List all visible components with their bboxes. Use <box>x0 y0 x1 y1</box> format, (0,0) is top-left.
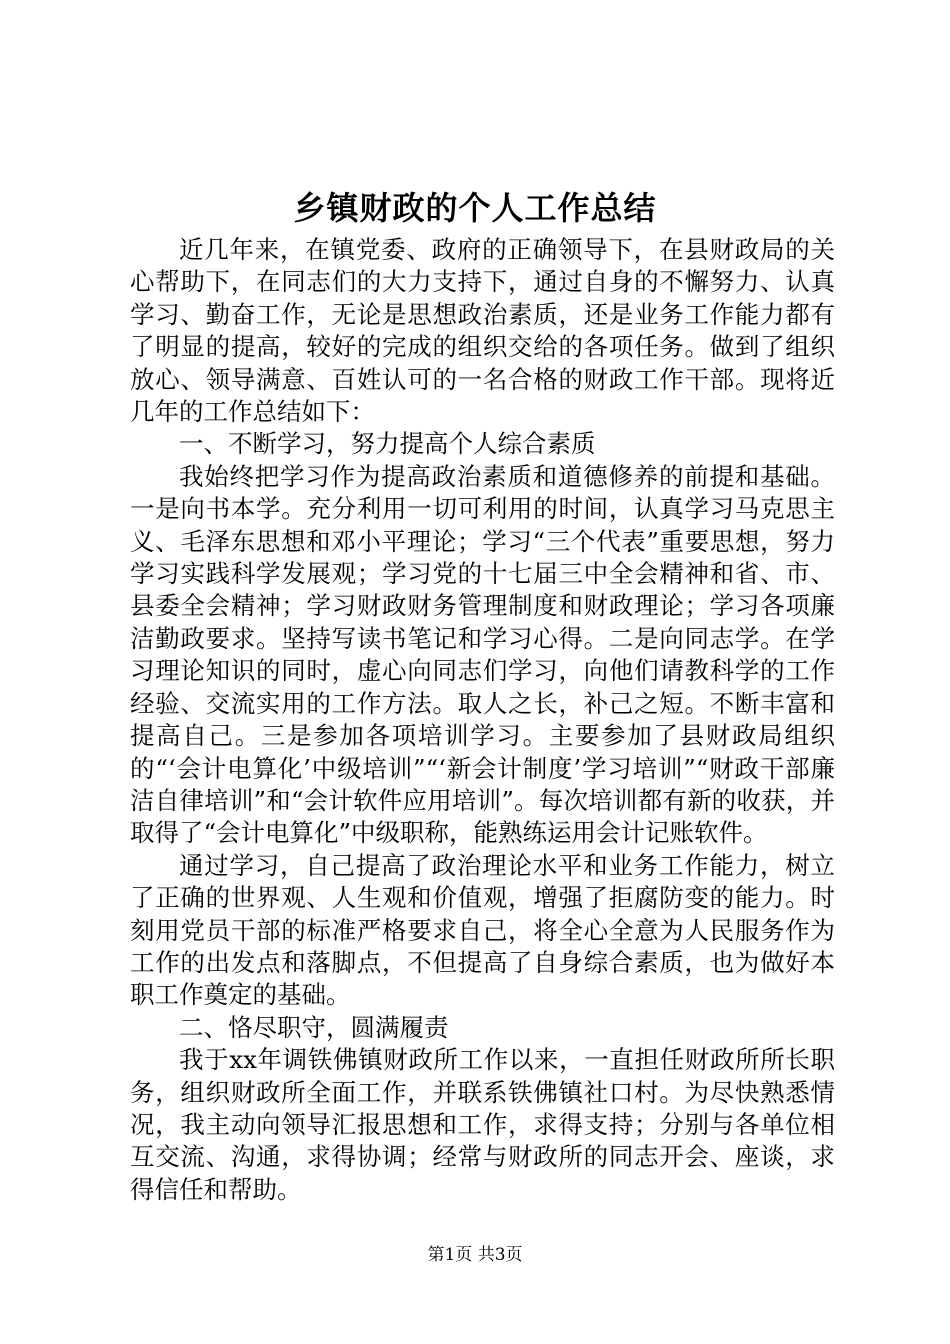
page-footer: 第1页 共3页 <box>427 1245 523 1265</box>
document-title: 乡镇财政的个人工作总结 <box>293 189 657 227</box>
section-heading-1: 一、不断学习，努力提高个人综合素质 <box>179 429 596 459</box>
paragraph-study: 我始终把学习作为提高政治素质和道德修养的前提和基础。一是向书本学。充分利用一切可利用的时间，认真学习马克思主义、毛泽东思想和邓小平理论；学习“三个代表”重要思想，努力学习实践科学发展观；学习党的十七届三中全会精神和省、市、县委全会精神；学习财政财务管理制度和财政理论；学习各项廉洁勤政要求。坚持写读书笔记和学习心得。二是向同志学。在学习理论知识的同时，虚心向同志们学习，向他们请教科学的工作经验、交流实用的工作方法。取人之长，补己之短。不断丰富和提高自己。三是参加各项培训学习。主要参加了县财政局组织的“‘会计电算化’中级培训”“‘新会计制度’学习培训”“财政干部廉洁自律培训”和“会计软件应用培训”。每次培训都有新的收获，并取得了“会计电算化”中级职称，能熟练运用会计记账软件。 <box>130 461 835 848</box>
paragraph-duty: 我于xx年调铁佛镇财政所工作以来，一直担任财政所所长职务，组织财政所全面工作，并联系铁佛镇社口村。为尽快熟悉情况，我主动向领导汇报思想和工作，求得支持；分别与各单位相互交流、沟通，求得协调；经常与财政所的同志开会、座谈，求得信任和帮助。 <box>130 1045 835 1204</box>
section-heading-2: 二、恪尽职守，圆满履责 <box>179 1012 449 1042</box>
paragraph-study-result: 通过学习，自己提高了政治理论水平和业务工作能力，树立了正确的世界观、人生观和价值观，增强了拒腐防变的能力。时刻用党员干部的标准严格要求自己，将全心全意为人民服务作为工作的出发点和落脚点，不但提高了自身综合素质，也为做好本职工作奠定的基础。 <box>130 850 835 1010</box>
document-body <box>130 234 835 1206</box>
paragraph-intro: 近几年来，在镇党委、政府的正确领导下，在县财政局的关心帮助下，在同志们的大力支持下，通过自身的不懈努力、认真学习、勤奋工作，无论是思想政治素质，还是业务工作能力都有了明显的提高，较好的完成的组织交给的各项任务。做到了组织放心、领导满意、百姓认可的一名合格的财政工作干部。现将近几年的工作总结如下： <box>130 235 835 427</box>
